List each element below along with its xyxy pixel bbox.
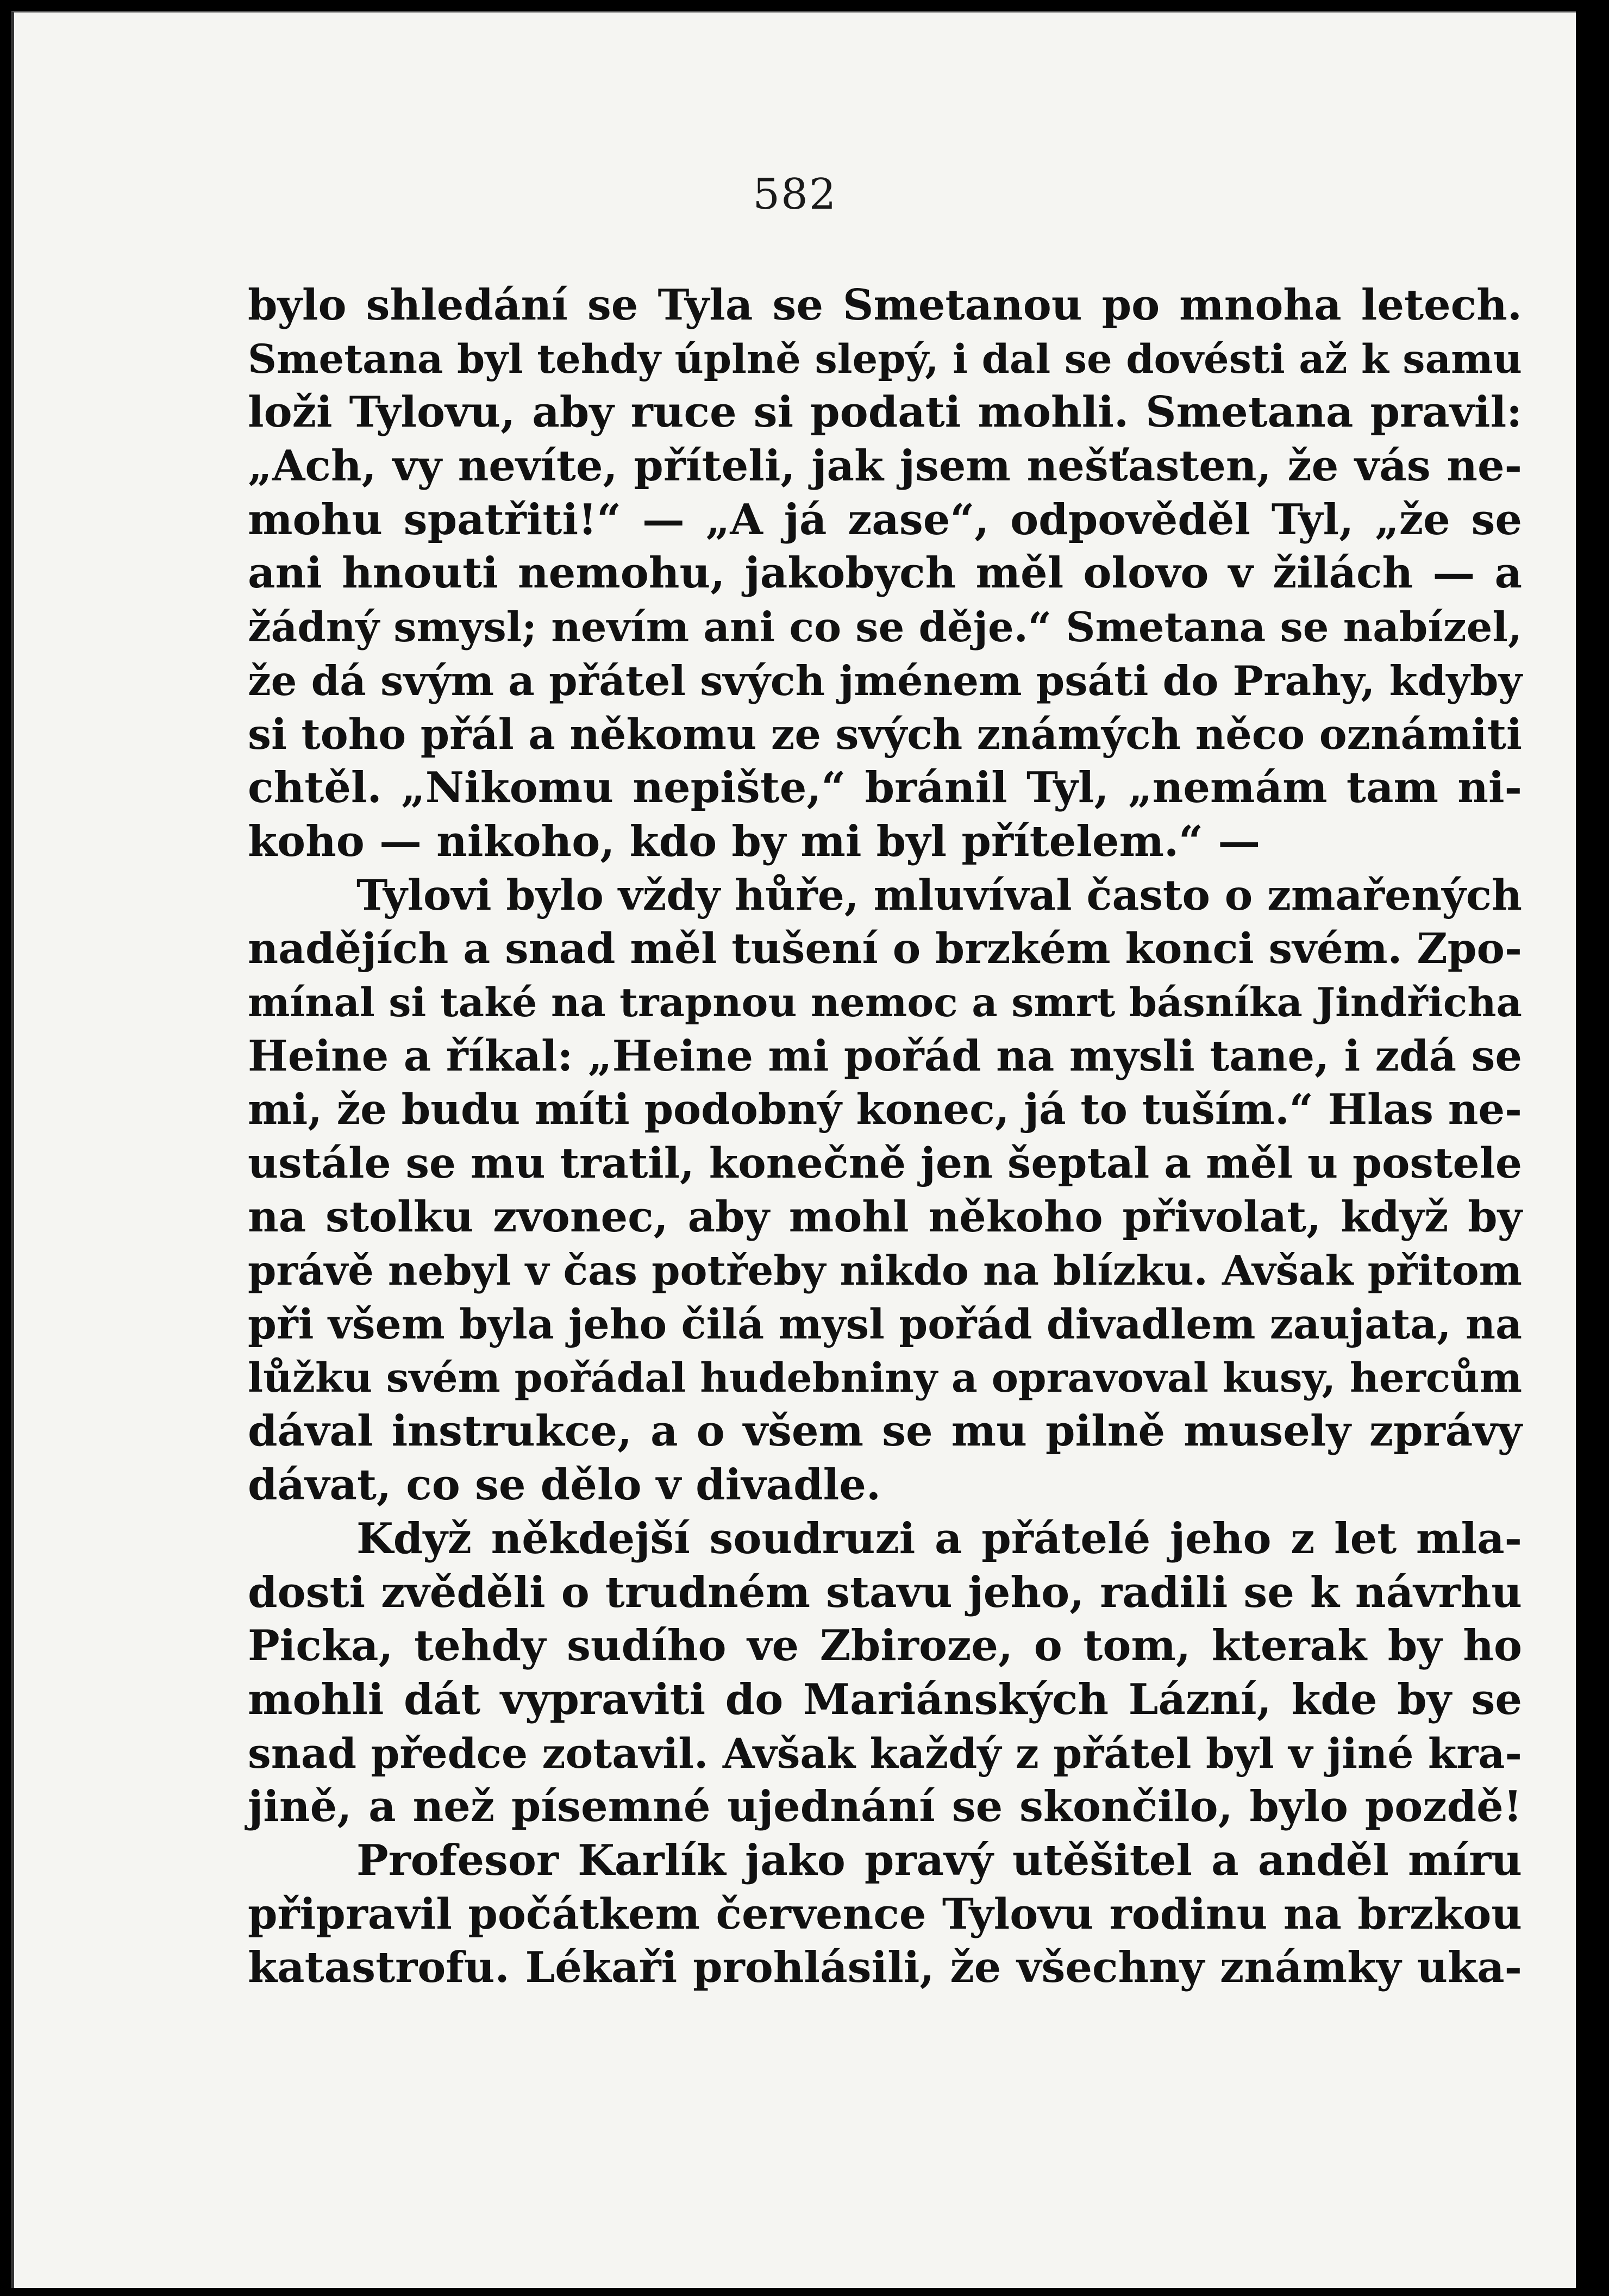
text-line: Heine a říkal: „Heine mi pořád na mysli tane, i zdá se xyxy=(248,1031,1522,1081)
text-line: katastrofu. Lékaři prohlásili, že všechny známky uka- xyxy=(248,1943,1522,1993)
text-line: Profesor Karlík jako pravý utěšitel a anděl míru xyxy=(356,1835,1522,1885)
text-line: „Ach, vy nevíte, příteli, jak jsem nešťasten, že vás ne- xyxy=(248,441,1522,491)
text-line: dával instrukce, a o všem se mu pilně musely zprávy xyxy=(248,1406,1522,1456)
text-line: jině, a než písemné ujednání se skončilo, bylo pozdě! xyxy=(248,1782,1522,1832)
text-line: dosti zvěděli o trudném stavu jeho, radili se k návrhu xyxy=(248,1567,1522,1617)
text-line: mínal si také na trapnou nemoc a smrt básníka Jindřicha xyxy=(248,979,1522,1026)
text-line: připravil počátkem července Tylovu rodinu na brzkou xyxy=(248,1889,1522,1939)
text-line: bylo shledání se Tyla se Smetanou po mnoha letech. xyxy=(248,280,1522,330)
text-line: Tylovi bylo vždy hůře, mluvíval často o zmařených xyxy=(356,871,1522,920)
text-line: snad předce zotavil. Avšak každý z přátel byl v jiné kra- xyxy=(248,1729,1522,1778)
text-line: při všem byla jeho čilá mysl pořád divadlem zaujata, na xyxy=(248,1300,1522,1349)
text-line: loži Tylovu, aby ruce si podati mohli. Smetana pravil: xyxy=(248,387,1522,437)
text-line: Smetana byl tehdy úplně slepý, i dal se dovésti až k samu xyxy=(248,335,1522,383)
book-page xyxy=(11,11,1576,2288)
text-line: mi, že budu míti podobný konec, já to tuším.“ Hlas ne- xyxy=(248,1085,1522,1135)
page-number: 582 xyxy=(753,170,837,219)
text-line: mohli dát vypraviti do Mariánských Lázní, kde by se xyxy=(248,1674,1522,1724)
text-line: žádný smysl; nevím ani co se děje.“ Smetana se nabízel, xyxy=(248,603,1522,652)
text-line: dávat, co se dělo v divadle. xyxy=(248,1460,881,1510)
text-line: Picka, tehdy sudího ve Zbiroze, o tom, kterak by ho xyxy=(248,1621,1522,1671)
text-line: ustále se mu tratil, konečně jen šeptal a měl u postele xyxy=(248,1139,1522,1188)
text-line: že dá svým a přátel svých jménem psáti do Prahy, kdyby xyxy=(248,656,1522,705)
text-line: mohu spatřiti!“ — „A já zase“, odpověděl Tyl, „že se xyxy=(248,495,1522,545)
text-line: právě nebyl v čas potřeby nikdo na blízku. Avšak přitom xyxy=(248,1247,1522,1295)
text-line: ani hnouti nemohu, jakobych měl olovo v žilách — a xyxy=(248,548,1522,598)
text-line: koho — nikoho, kdo by mi byl přítelem.“ — xyxy=(248,816,1261,866)
text-line: nadějích a snad měl tušení o brzkém konci svém. Zpo- xyxy=(248,924,1522,974)
body-text xyxy=(248,279,1522,1995)
text-line: si toho přál a někomu ze svých známých něco oznámiti xyxy=(248,710,1522,759)
text-line: chtěl. „Nikomu nepište,“ bránil Tyl, „nemám tam ni- xyxy=(248,763,1522,813)
text-line: Když někdejší soudruzi a přátelé jeho z let mla- xyxy=(356,1513,1522,1563)
scan-border xyxy=(1579,0,1609,2296)
text-line: lůžku svém pořádal hudebniny a opravoval kusy, hercům xyxy=(248,1354,1522,1402)
text-line: na stolku zvonec, aby mohl někoho přivolat, když by xyxy=(248,1192,1522,1242)
